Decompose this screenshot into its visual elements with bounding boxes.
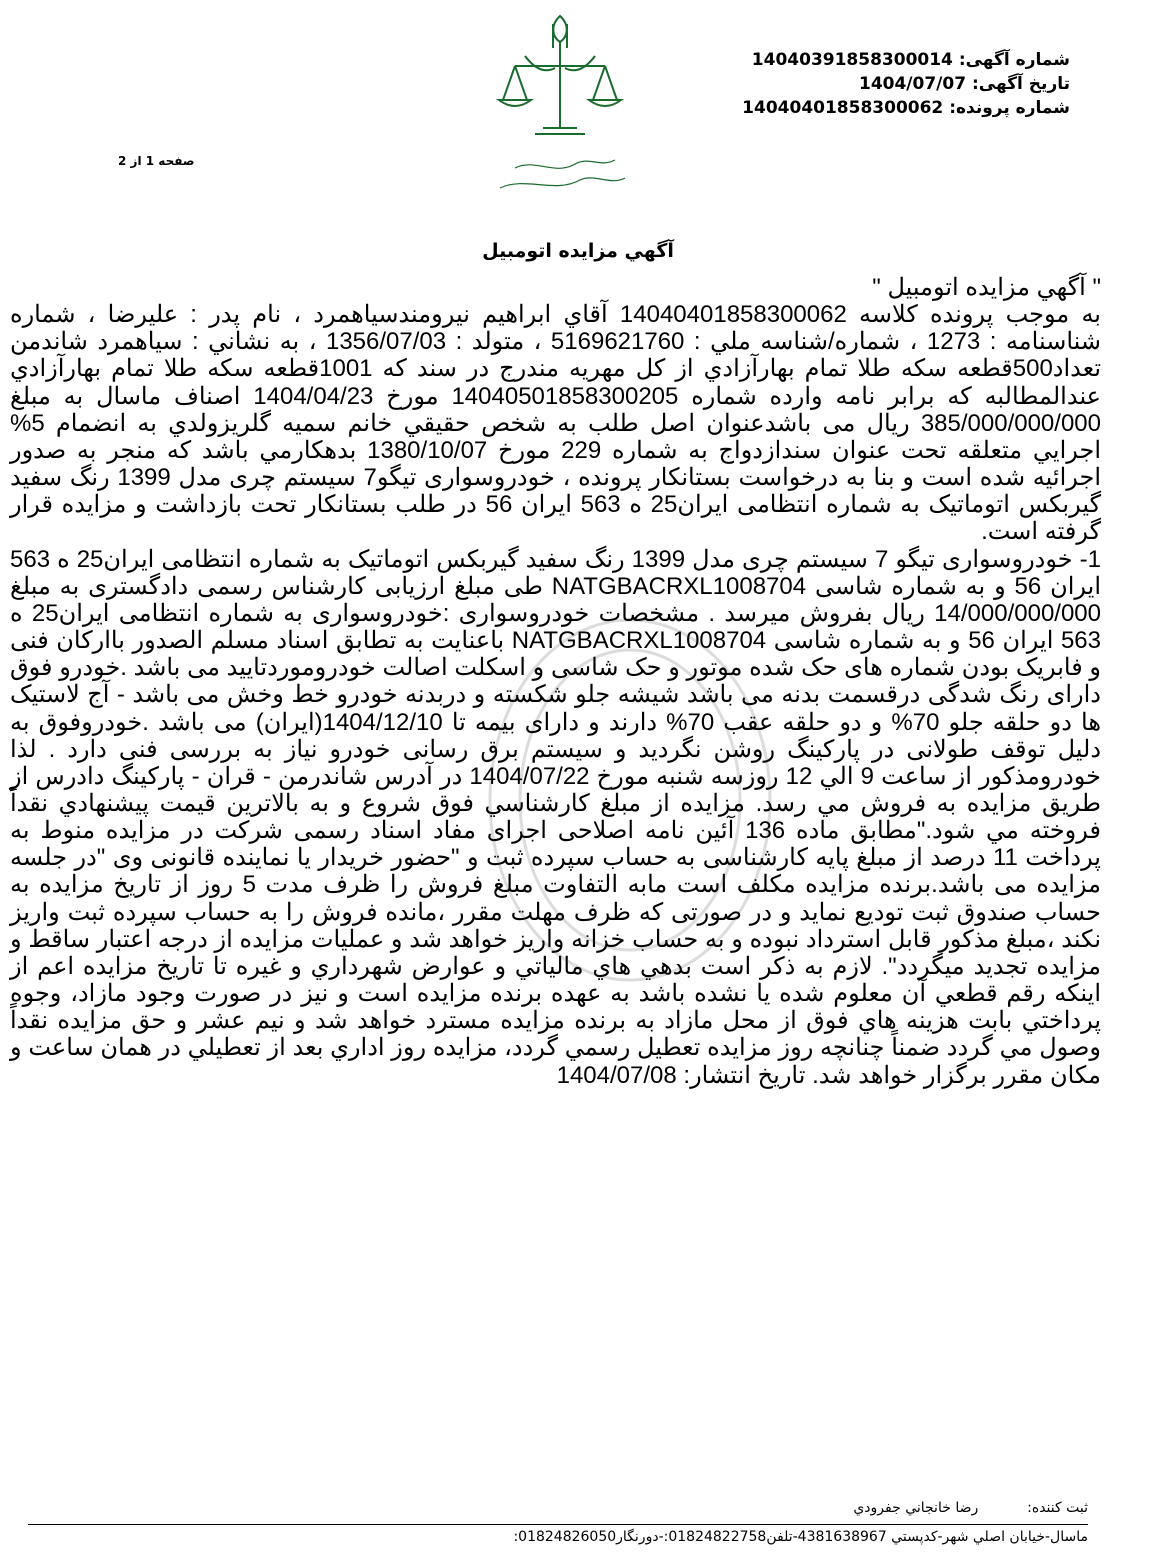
case-number: 14040401858300062 [742,98,944,118]
notice-number: 14040391858300014 [751,50,953,70]
registrar [853,1500,1088,1516]
case-number-row [650,96,1070,120]
notice-number-label: شماره آگهی: [958,50,1070,70]
judiciary-emblem-icon [485,8,635,198]
notice-date-row [650,72,1070,96]
registrar-name: رضا خانجاني جفرودي [853,1500,979,1516]
office-address: ماسال-خيابان اصلي شهر-کدپستي 4381638967-تلفن01824822758:-دورنگار01824826050: [513,1529,1088,1545]
notice-number-row [650,48,1070,72]
notice-date-label: تاریخ آگهی: [971,74,1070,94]
notice-paragraph: به موجب پرونده کلاسه 14040401858300062 آقاي ابراهيم نيرومندسياهمرد ، نام پدر : عليرضا ، شماره شناسنامه : 1273 ، شماره/شناسه ملي : 5169621760 ، متولد : 1356/07/03 ، به نشاني : سياهمرد شاندمن تعداد500قطعه سکه طلا تمام بهارآزادي از کل مهريه مندرج در سند که 1001قطعه سکه طلا تمام بهارآزادي عندالمطالبه که برابر نامه وارده شماره 14040501858300205 مورخ 1404/04/23 اصناف ماسال به مبلغ 385/000/000/000 ريال می باشدعنوان اصل طلب به شخص حقيقي خانم سميه گلريزولدي به انضمام 5% اجرايي متعلقه تحت عنوان سندازدواج به شماره 229 مورخ 1380/10/07 بدهکارمي باشد که منجر به صدور اجرائيه شده است و بنا به درخواست بستانکار پرونده ، خودروسواری تيگو7 سيستم چری مدل 1399 رنگ سفيد گيربکس اتوماتيک به شماره انتظامی ايران25 ه 563 ايران 56 در طلب بستانکار تحت بازداشت و مزايده قرار گرفته است. [10,301,1102,546]
registrar-label: ثبت کننده: [1027,1500,1088,1516]
notice-date: 1404/07/07 [858,74,967,94]
case-number-label: شماره پرونده: [949,98,1070,118]
footer-divider [28,1524,1088,1525]
notice-body [10,274,1101,1089]
page-indicator: صفحه 1 از 2 [118,154,195,168]
notice-paragraph: 1- خودروسواری تيگو 7 سيستم چری مدل 1399 رنگ سفيد گيربکس اتوماتيک به شماره انتظامی ايران25 ه 563 ايران 56 و به شماره شاسی NATGBACRXL1008704 طی مبلغ ارزيابی کارشناس رسمی دادگستری به مبلغ 14/000/000/000 ريال بفروش ميرسد . مشخصات خودروسواری :خودروسواری به شماره انتظامی ايران25 ه 563 ايران 56 و به شماره شاسی NATGBACRXL1008704 باعنايت به تطابق اسناد مسلم الصدور باارکان فنی و فابريک بودن شماره های حک شده موتور و حک شاسی و اسکلت اصالت خودروموردتاييد می باشد .خودرو فوق دارای رنگ شدگی درقسمت بدنه می باشد شيشه جلو شکسته و دربدنه خودرو خط وخش می باشد - آج لاستيک ها دو حلقه جلو 70% و دو حلقه عقب 70% دارند و دارای بيمه تا 1404/12/10(ايران) می باشد .خودروفوق به دليل توقف طولانی در پارکينگ روشن نگرديد و سيستم برق رسانی خودرو نياز به بررسی فنی دارد . لذا خودرومذکور از ساعت 9 الي 12 روزسه شنبه مورخ 1404/07/22 در آدرس شاندرمن - قران - پارکينگ دادرس از طريق مزايده به فروش مي رسد. مزايده از مبلغ کارشناسي فوق شروع و به بالاترين قيمت پيشنهادي نقداً فروخته مي شود."مطابق ماده 136 آئين نامه اصلاحی اجرای مفاد اسناد رسمی شرکت در مزايده منوط به پرداخت 11 درصد از مبلغ پايه کارشناسی به حساب سپرده ثبت و "حضور خريدار يا نماينده قانونی وی "در جلسه مزايده می باشد.برنده مزايده مکلف است مابه التفاوت مبلغ فروش را ظرف مدت 5 روز از تاريخ مزايده به حساب صندوق ثبت توديع نمايد و در صورتی که ظرف مهلت مقرر ،مانده فروش را به حساب سپرده ثبت واريز نکند ،مبلغ مذکور قابل استرداد نبوده و به حساب خزانه واريز خواهد شد و عمليات مزايده از درجه اعتبار ساقط و مزايده تجديد ميگردد". لازم به ذکر است بدهي هاي مالياتي و عوارض شهرداري و غيره تا تاريخ مزايده اعم از اينکه رقم قطعي آن معلوم شده يا نشده باشد به عهده برنده مزايده است و نيز در صورت وجود مازاد، وجوه پرداختي بابت هزينه هاي فوق از محل مازاد به برنده مزايده مسترد خواهد شد و نيم عشر و حق مزايده نقداً وصول مي گردد ضمناً چنانچه روز مزايده تعطيل رسمي گردد، مزايده روز اداري بعد از تعطيلي در همان ساعت و مکان مقرر برگزار خواهد شد. تاريخ انتشار: 1404/07/08 [10,545,1102,1089]
notice-heading-quote: " آگهي مزايده اتومبيل " [872,274,1101,301]
document-title: آگهي مزايده اتومبيل [482,240,674,262]
notice-meta [650,48,1070,120]
